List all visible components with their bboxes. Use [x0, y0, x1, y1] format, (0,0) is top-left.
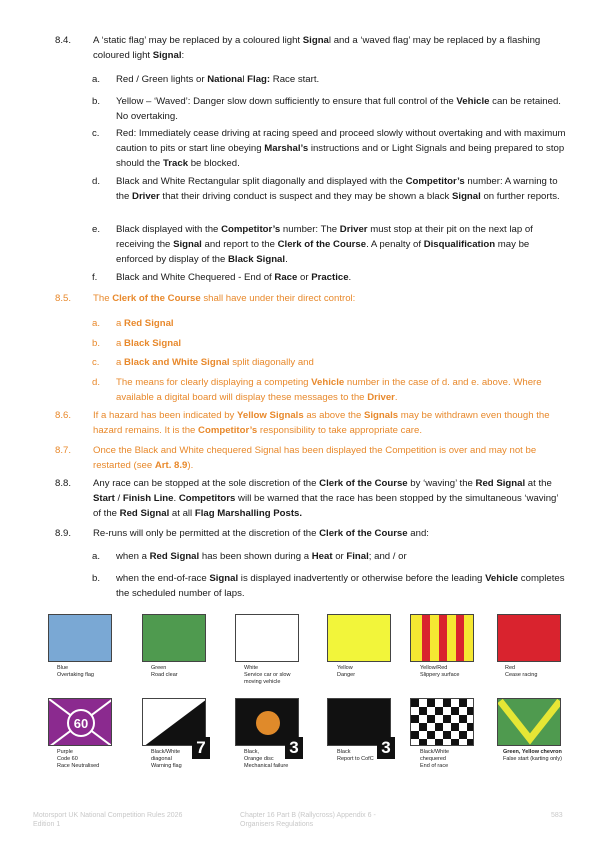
paragraph-8-6: 8.6. If a hazard has been indicated by Yellow Signals as above the Signals may be withdrawn even though the hazard remains. It is the Competitor’s responsibility to take appropriate care.	[55, 410, 550, 436]
chevron	[498, 699, 561, 746]
flag-white	[235, 614, 299, 662]
footer-chapter: Chapter 16 Part B (Rallycross) Appendix 6 - Organisers Regulations	[240, 812, 376, 828]
flag-yellow-red-label: Yellow/Red Slippery surface	[420, 665, 460, 678]
flag-chequered-label: Black/White chequered End of race	[420, 749, 450, 769]
item-8-5-a: a. a Red Signal	[92, 318, 174, 329]
flag-chequered	[410, 698, 474, 746]
item-8-5-b: b. a Black Signal	[92, 338, 182, 349]
flag-black-white-diagonal-label: Black/White diagonal Warning flag	[151, 749, 182, 769]
item-8-4-d: d. Black and White Rectangular split diagonally and displayed with the Competitor’s number: A warning to the Driver that their driving conduct is suspect and they may be shown a black Signal on further reports.	[92, 176, 560, 202]
flag-blue	[48, 614, 112, 662]
item-8-4-c: c. Red: Immediately cease driving at racing speed and proceed slowly without overtaking and with maximum caution to pits or start line obeying Marshal’s instructions and or Light Signals and being prepared to stop should the Track be blocked.	[92, 128, 566, 169]
item-8-4-b: b. Yellow – ‘Waved’: Danger slow down sufficiently to ensure that full control of the Vehicle can be retained. No overtaking.	[92, 96, 561, 122]
flag-purple-label: Purple Code 60 Race Neutralised	[57, 749, 100, 769]
flag-blue-label: Blue Overtaking flag	[57, 665, 94, 678]
paragraph-8-8: 8.8. Any race can be stopped at the sole discretion of the Clerk of the Course by ‘waving’ the Red Signal at the Start / Finish Line. Competitors will be warned that the race has been stopped by the simultaneous ‘waving’ of the Red Signal at all Flag Marshalling Posts.	[55, 478, 559, 519]
item-8-5-d: d. The means for clearly displaying a competing Vehicle number in the case of d. and e. above. Where available a digital board will display these messages to the Driver.	[92, 377, 542, 403]
paragraph-8-4: 8.4. A ‘static flag’ may be replaced by a coloured light Signal and a ‘waved flag’ may be replaced by a flashing coloured light Signal:	[55, 33, 567, 63]
paragraph-8-5: 8.5. The Clerk of the Course shall have under their direct control:	[55, 293, 356, 304]
flag-purple	[48, 698, 112, 746]
flag-orange-disc-label: Black, Orange disc Mechanical failure	[244, 749, 289, 769]
flag-green-yellow-chevron	[497, 698, 561, 746]
flag-yellow-red	[410, 614, 474, 662]
item-8-9-b: b. when the end-of-race Signal is displayed inadvertently or otherwise before the leading Vehicle completes the scheduled number of laps.	[92, 573, 565, 599]
flag-red	[497, 614, 561, 662]
flag-green-yellow-chevron-label: Green, Yellow chevron False start (karting only)	[503, 749, 562, 762]
flag-yellow	[327, 614, 391, 662]
footer-page-number: 583	[551, 812, 563, 819]
item-8-4-f: f. Black and White Chequered - End of Race or Practice.	[92, 272, 352, 283]
item-8-4-e: e. Black displayed with the Competitor’s number: The Driver must stop at their pit on the next lap of receiving the Signal and report to the Clerk of the Course. A penalty of Disqualification may be enforced by display of the Black Signal.	[92, 224, 533, 265]
number-plate-3b: 3	[377, 737, 395, 759]
flag-green	[142, 614, 206, 662]
item-8-5-c: c. a Black and White Signal split diagonally and	[92, 357, 314, 368]
paragraph-8-7: 8.7. Once the Black and White chequered Signal has been displayed the Competition is over and may not be restarted (see Art. 8.9).	[55, 445, 537, 471]
svg-text:60: 60	[73, 716, 89, 731]
yellow-red-stripes	[411, 615, 474, 662]
chequered-pattern	[411, 699, 474, 746]
number-plate-3a: 3	[285, 737, 303, 759]
paragraph-8-9: 8.9. Re-runs will only be permitted at the discretion of the Clerk of the Course and:	[55, 528, 429, 539]
paragraph-8-4-text: A ‘static flag’ may be replaced by a coloured light Signal and a ‘waved flag’ may be replaced by a flashing coloured light Signal:	[93, 35, 541, 61]
number-plate-7: 7	[192, 737, 210, 759]
purple-x-badge	[49, 699, 112, 746]
item-8-4-a: a. Red / Green lights or National Flag: Race start.	[92, 74, 320, 85]
flag-green-label: Green Road clear	[151, 665, 178, 678]
flag-black-label: Black Report to CofC	[337, 749, 374, 762]
footer-rules-title: Motorsport UK National Competition Rules 2026 Edition 1	[33, 812, 183, 828]
flag-red-label: Red Cease racing	[505, 665, 538, 678]
item-8-9-a: a. when a Red Signal has been shown during a Heat or Final; and / or	[92, 551, 407, 562]
flag-yellow-label: Yellow Danger	[337, 665, 356, 678]
flag-white-label: White Service car or slow moving vehicle	[244, 665, 291, 685]
